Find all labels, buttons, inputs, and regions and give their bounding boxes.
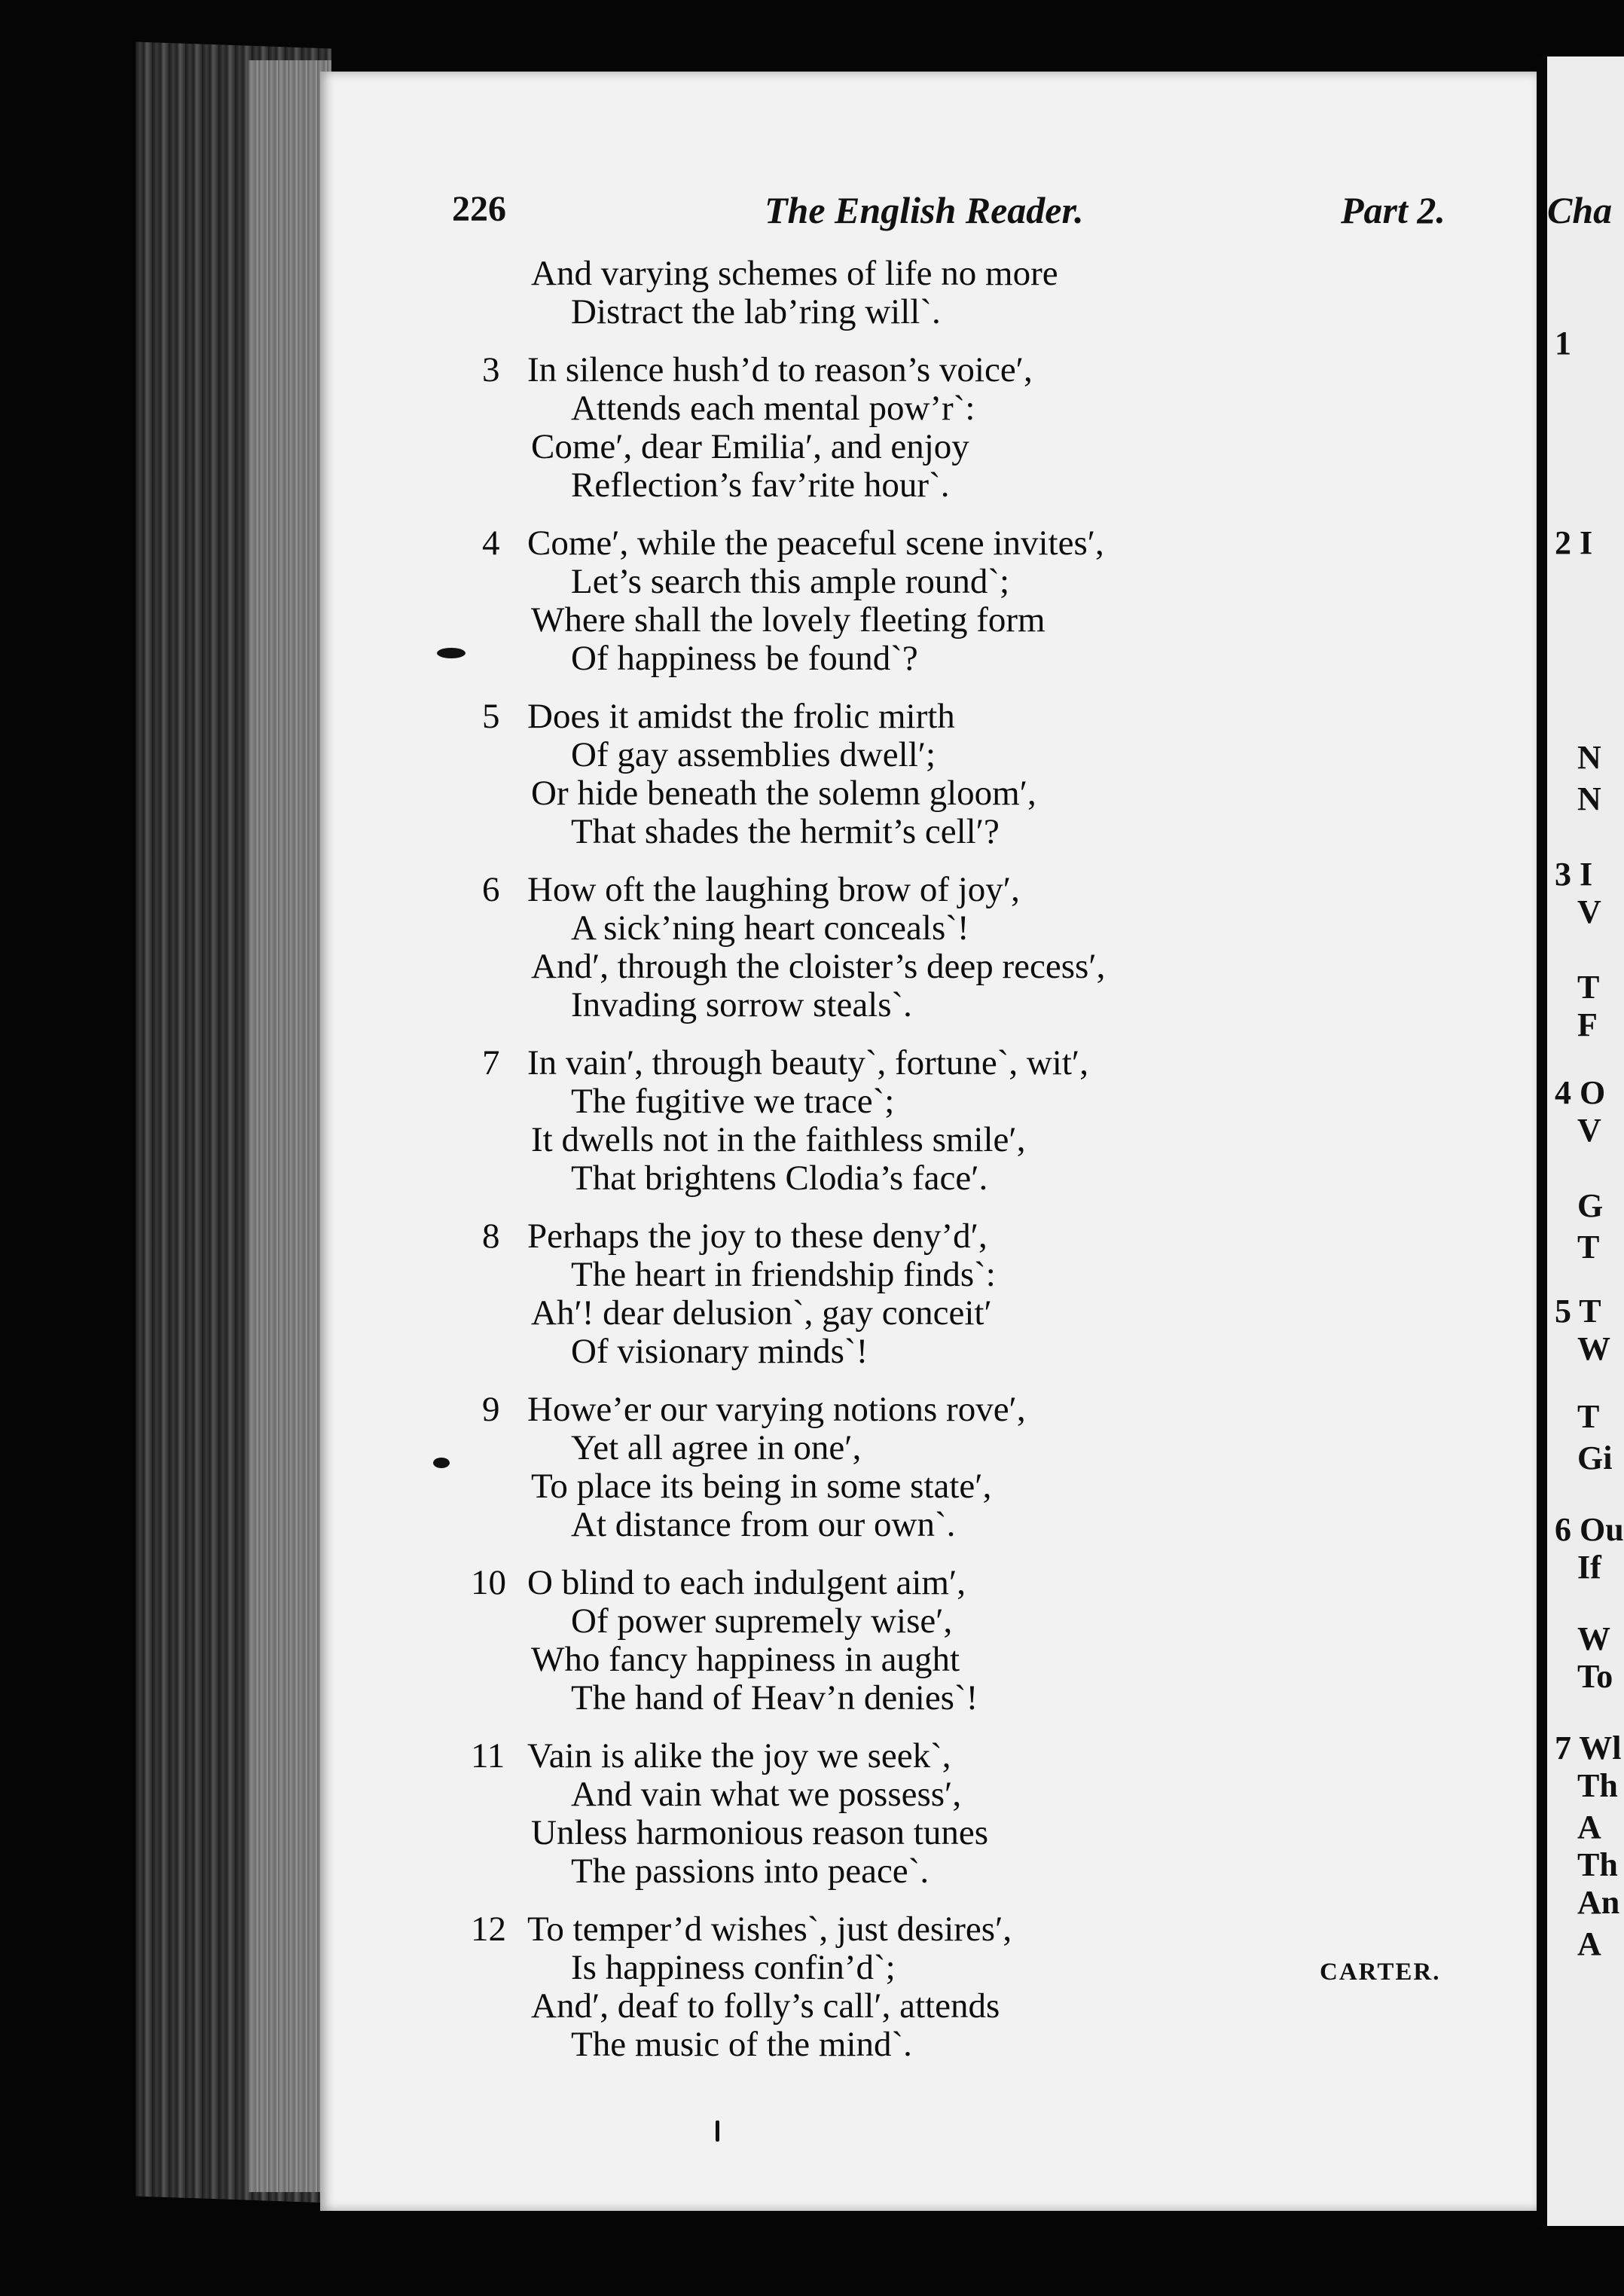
poem-line: A sick’ning heart conceals`!: [571, 908, 969, 948]
poem-line: Where shall the lovely fleeting form: [531, 600, 1046, 640]
verse-number: 5: [482, 697, 500, 736]
right-page-fragment: 1: [1555, 325, 1571, 362]
verse-number: 3: [482, 350, 500, 389]
poem-line: Of gay assemblies dwell′;: [571, 735, 936, 774]
page-number: 226: [452, 189, 506, 229]
verse-block: [482, 351, 1461, 505]
right-page-fragment: 4 O: [1555, 1074, 1606, 1111]
right-page-fragment: 5 T: [1555, 1293, 1601, 1330]
poem-line: [482, 524, 1461, 563]
verse-number: 10: [471, 1563, 506, 1602]
poem-line: The fugitive we trace`;: [571, 1082, 895, 1121]
poem-body: [471, 254, 1461, 2064]
poem-line: It dwells not in the faithless smile′,: [531, 1120, 1026, 1159]
poem-line: The music of the mind`.: [571, 2025, 912, 2064]
right-page-fragment: T: [1577, 969, 1600, 1006]
right-page-fragment: Th: [1577, 1846, 1618, 1883]
right-page-fragment: Gi: [1577, 1440, 1613, 1476]
verse-number: 6: [482, 870, 500, 909]
verse-line-text: In vain′, through beauty`, fortune`, wit′,: [527, 1043, 1088, 1082]
poem-line: Of power supremely wise′,: [571, 1601, 953, 1641]
page-header: [452, 188, 1484, 234]
poem-line: That brightens Clodia’s face′.: [571, 1159, 988, 1198]
poem-line: Let’s search this ample round`;: [571, 562, 1010, 601]
verse-line-text: Does it amidst the frolic mirth: [527, 697, 955, 736]
right-page-fragment: To: [1577, 1658, 1613, 1695]
verse-block: [471, 1736, 1461, 1891]
verse-line-text: To temper’d wishes`, just desires′,: [527, 1910, 1012, 1949]
right-page-fragment: T: [1577, 1229, 1600, 1266]
right-page-fragment: W: [1577, 1620, 1610, 1657]
poem-line: The hand of Heav’n denies`!: [571, 1678, 978, 1717]
poem-line: Invading sorrow steals`.: [571, 985, 912, 1024]
poem-line: And′, deaf to folly’s call′, attends: [531, 1986, 1000, 2026]
poem-line: And′, through the cloister’s deep recess′,: [531, 947, 1106, 986]
verse-number: 8: [482, 1217, 500, 1256]
ink-speck: [716, 2120, 719, 2142]
verse-block: [471, 1563, 1461, 1717]
poem-line: [482, 871, 1461, 909]
poem-line: Reflection’s fav’rite hour`.: [571, 466, 950, 505]
verse-block: [471, 1910, 1461, 2064]
verse-block: [482, 698, 1461, 851]
verse-line-text: Vain is alike the joy we seek`,: [527, 1736, 951, 1775]
right-page-fragment: N: [1577, 780, 1601, 817]
poem-line: Is happiness confin’d`;: [571, 1948, 896, 1987]
poem-line: And varying schemes of life no more: [531, 254, 1058, 293]
verse-line-text: Perhaps the joy to these deny’d′,: [527, 1217, 988, 1256]
right-page-fragment: 2 I: [1555, 524, 1593, 561]
poem-line: [482, 1391, 1461, 1429]
poem-line: Of visionary minds`!: [571, 1332, 868, 1371]
book-edge-pages: [249, 60, 331, 2192]
verse-block: [482, 1391, 1461, 1544]
right-page-fragment: A: [1577, 1809, 1601, 1846]
verse-line-text: Come′, while the peaceful scene invites′,: [527, 524, 1104, 563]
poem-line: [471, 1910, 1461, 1949]
part-label: Part 2.: [1341, 189, 1445, 231]
verse-line-text: How oft the laughing brow of joy′,: [527, 870, 1020, 909]
right-page-fragment: V: [1577, 1112, 1601, 1149]
poem-line: At distance from our own`.: [571, 1505, 956, 1544]
verse-line-text: O blind to each indulgent aim′,: [527, 1563, 966, 1602]
poem-line: That shades the hermit’s cell′?: [571, 812, 1000, 851]
right-page-fragment: 7 Wl: [1555, 1730, 1622, 1766]
poem-line: Or hide beneath the solemn gloom′,: [531, 774, 1036, 813]
poem-line: [471, 1563, 1461, 1602]
right-page-fragment: W: [1577, 1330, 1610, 1367]
ink-speck: [433, 1458, 450, 1468]
right-page-header: Cha: [1547, 189, 1613, 231]
poem-line: [482, 1044, 1461, 1082]
poem-line: Of happiness be found`?: [571, 639, 918, 678]
poem-line: Who fancy happiness in aught: [531, 1640, 960, 1679]
poem-line: [471, 1736, 1461, 1775]
right-page-fragment: Th: [1577, 1767, 1618, 1804]
verse-line-text: Howe’er our varying notions rove′,: [527, 1390, 1026, 1429]
poem-line: And vain what we possess′,: [571, 1775, 962, 1814]
verse-number: 9: [482, 1390, 500, 1429]
ink-speck: [437, 648, 466, 658]
right-page-fragment: A: [1577, 1925, 1601, 1962]
right-page-fragment: If: [1577, 1549, 1601, 1586]
author-credit: CARTER.: [1320, 1959, 1441, 1986]
verse-block: [482, 871, 1461, 1024]
verse-block: [482, 1217, 1461, 1371]
poem-line: Attends each mental pow’r`:: [571, 389, 975, 428]
verse-number: 7: [482, 1043, 500, 1082]
verse-block: [482, 1044, 1461, 1198]
right-page-fragment: 3 I: [1555, 856, 1593, 893]
verse-number: 12: [471, 1910, 506, 1949]
right-page-fragment: G: [1577, 1187, 1604, 1224]
verse-block: [482, 524, 1461, 678]
verse-number: 11: [471, 1736, 505, 1775]
right-page-fragment: 6 Ou: [1555, 1511, 1624, 1548]
poem-line: The passions into peace`.: [571, 1852, 930, 1891]
poem-line: To place its being in some state′,: [531, 1467, 992, 1506]
poem-line: Ah′! dear delusion`, gay conceit′: [531, 1293, 992, 1333]
right-page-fragment: N: [1577, 739, 1601, 776]
right-page-fragment: T: [1577, 1398, 1600, 1435]
verse-line-text: In silence hush’d to reason’s voice′,: [527, 350, 1033, 389]
poem-line: Unless harmonious reason tunes: [531, 1813, 988, 1852]
poem-line: [482, 1217, 1461, 1256]
verse-number: 4: [482, 524, 500, 563]
running-title: The English Reader.: [765, 189, 1084, 231]
right-page-fragment: F: [1577, 1006, 1598, 1043]
poem-line: Come′, dear Emilia′, and enjoy: [531, 427, 969, 466]
right-page-fragment: V: [1577, 893, 1601, 930]
poem-line: The heart in friendship finds`:: [571, 1255, 996, 1294]
right-page: [1537, 56, 1624, 2226]
poem-line: [482, 698, 1461, 736]
poem-line: Yet all agree in one′,: [571, 1428, 862, 1467]
right-page-fragment: An: [1577, 1884, 1620, 1921]
poem-line: Distract the lab’ring will`.: [571, 292, 941, 331]
poem-line: [482, 351, 1461, 389]
